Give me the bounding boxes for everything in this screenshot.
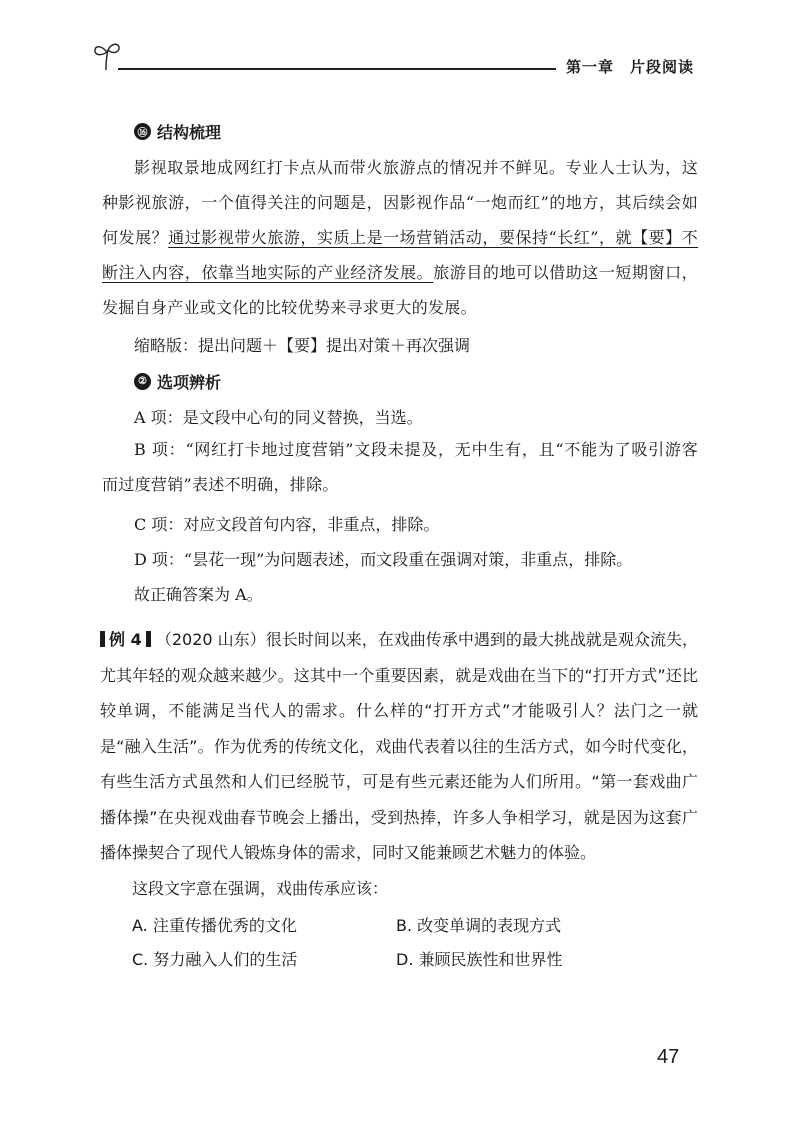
analysis-answer: 故正确答案为 A。 [134,585,263,604]
structure-title: 结构梳理 [157,123,222,142]
option-c: C. 努力融入人们的生活 [132,950,298,969]
analysis-option-b: B 项：“网红打卡地过度营销”文段未提及，无中生有，且“不能为了吸引游客而过度营销”表述不明确，排除。 [102,440,698,494]
option-a: A. 注重传播优秀的文化 [132,916,297,935]
example-text: 很长时间以来，在戏曲传承中遇到的最大挑战就是观众流失，尤其年轻的观众越来越少。这其中一个重要因素，就是戏曲在当下的“打开方式”还比较单调，不能满足当代人的需求。什么样的“打开方式”才能吸引人？法门之一就是“融入生活”。作为优秀的传统文化，戏曲代表着以往的生活方式，如今时代变化，有些生活方式虽然和人们已经脱节，可是有些元素还能为人们所用。“第一套戏曲广播体操”在央视戏曲春节晚会上播出，受到热捧，许多人争相学习，就是因为这套广播体操契合了现代人锻炼身体的需求，同时又能兼顾艺术魅力的体验。 [100,630,698,862]
analysis-heading [134,370,221,393]
header-rule [118,68,556,70]
example-label: 例 4 [109,630,142,649]
analysis-option-c: C 项：对应文段首句内容，非重点，排除。 [134,515,440,534]
analysis-title: 选项辨析 [157,373,222,392]
structure-paragraph [102,150,698,325]
example-bar-right [146,631,151,647]
section-label: 片段阅读 [630,58,695,76]
analysis-option-d: D 项：“昙花一现”为问题表述，而文段重在强调对策，非重点，排除。 [134,550,633,569]
analysis-option-a: A 项：是文段中心句的同义替换，当选。 [134,408,423,427]
analysis-badge: ② [134,373,151,390]
structure-text-before: 影视取景地成网红打卡点从而带火旅游点的情况并不鲜见。专业人士认为，这种影视旅游，一个值得关注的问题是，因影视作品“一炮而红”的地方，其后续会如何发展？ [102,158,698,247]
option-d: D. 兼顾民族性和世界性 [396,950,563,969]
structure-summary: 缩略版：提出问题＋【要】提出对策＋再次强调 [134,336,471,355]
page-number: 47 [657,1046,680,1068]
option-b: B. 改变单调的表现方式 [396,916,562,935]
example-source: （2020 山东） [155,630,266,649]
chapter-label: 第一章 [566,58,615,76]
structure-heading [134,120,221,143]
example-question: 这段文字意在强调，戏曲传承应该： [132,879,389,898]
structure-badge: ⑯ [134,123,151,140]
example-paragraph [100,622,698,871]
structure-text-underlined: 通过影视带火旅游，实质上是一场营销活动，要保持“长红”，就【要】不断注入内容，依靠当地实际的产业经济发展。 [102,228,698,282]
example-bar-left [100,631,105,647]
structure-text-after: 旅游目的地可以借助这一短期窗口，发掘自身产业或文化的比较优势来寻求更大的发展。 [102,263,698,317]
running-header [566,56,694,77]
